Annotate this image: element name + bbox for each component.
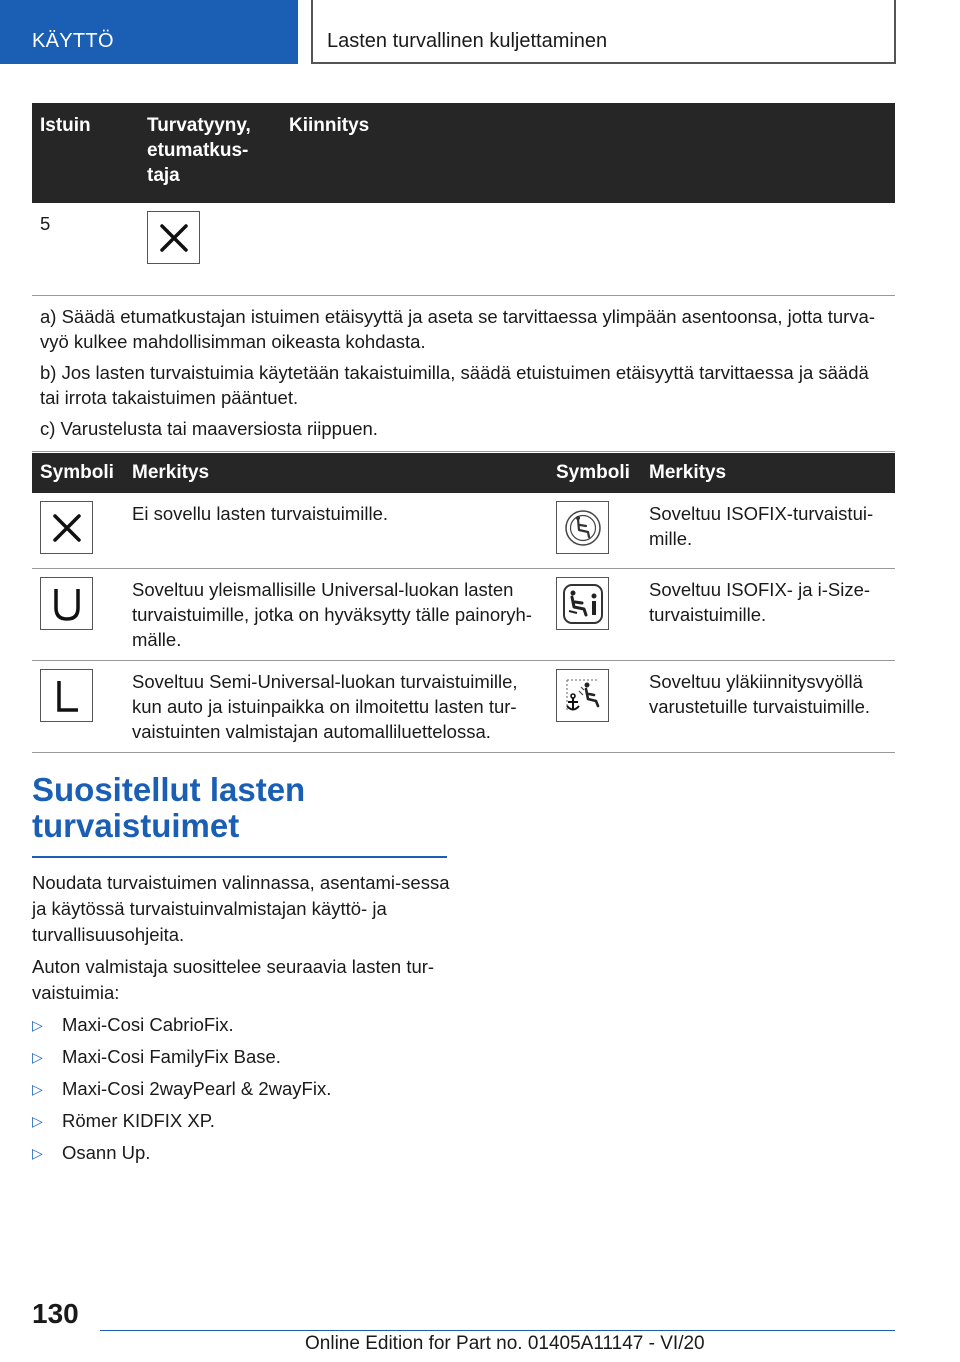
paragraph: Noudata turvaistuimen valinnassa, asentami-sessa ja käytössä turvaistuinvalmistajan käyttö- ja turvallisuusohjeita. <box>32 872 450 945</box>
note-b: b) Jos lasten turvaistuimia käytetään takaistuimilla, säädä etuistuimen etäisyyttä tarvittaessa ja säädä tai irrota takaistuimen pääntuet. <box>40 362 869 408</box>
bullet-triangle-icon: ▷ <box>32 1145 43 1161</box>
note-c: c) Varustelusta tai maaversiosta riippuen. <box>40 418 378 439</box>
bullet-triangle-icon: ▷ <box>32 1017 43 1033</box>
seat-table-header <box>32 103 895 203</box>
x-icon <box>40 501 93 554</box>
meaning-text: Soveltuu ISOFIX-turvaistui-mille. <box>641 493 895 569</box>
list-item: ▷ Römer KIDFIX XP. <box>32 1108 452 1134</box>
x-icon <box>147 211 200 264</box>
footer-edition: Online Edition for Part no. 01405A11147 - VI/20 <box>305 1333 705 1354</box>
list-item: ▷ Maxi-Cosi 2wayPearl & 2wayFix. <box>32 1076 452 1102</box>
header-mounting: Kiinnitys <box>281 103 895 203</box>
paragraph: Auton valmistaja suosittelee seuraavia lasten tur-vaistuimia: <box>32 956 435 1003</box>
list-item: ▷ Osann Up. <box>32 1140 452 1166</box>
bullet-triangle-icon: ▷ <box>32 1049 43 1065</box>
table-row <box>32 661 895 753</box>
u-letter-icon <box>40 577 93 630</box>
meaning-text: Soveltuu yläkiinnitysvyöllä varustetuille turvaistuimille. <box>641 661 895 753</box>
chapter-tab: KÄYTTÖ <box>0 0 298 64</box>
section-title: Suositellut lasten turvaistuimet <box>32 772 447 858</box>
bullet-triangle-icon: ▷ <box>32 1081 43 1097</box>
meaning-text: Soveltuu yleismallisille Universal-luokan lasten turvaistuimille, jotka on hyväksytty tälle painoryh-mälle. <box>124 569 548 661</box>
list-item: ▷ Maxi-Cosi CabrioFix. <box>32 1012 452 1038</box>
recommended-seats-list <box>32 1012 452 1166</box>
table-row <box>32 569 895 661</box>
header-seat: Istuin <box>32 103 139 203</box>
table-notes <box>32 296 895 452</box>
section-body <box>32 870 452 1172</box>
isofix-seat-icon <box>556 501 609 554</box>
header-meaning-1: Merkitys <box>124 453 548 493</box>
meaning-text: Soveltuu Semi-Universal-luokan turvaistuimille, kun auto ja istuinpaikka on ilmoitettu lasten tur-vaistuinten valmistajan automalliluettelossa. <box>124 661 548 753</box>
table-row <box>32 493 895 569</box>
header-symbol-1: Symboli <box>32 453 124 493</box>
meaning-text: Soveltuu ISOFIX- ja i-Size-turvaistuimille. <box>641 569 895 661</box>
header-symbol-2: Symboli <box>548 453 641 493</box>
footer-divider <box>100 1330 895 1331</box>
seat-table <box>32 103 895 452</box>
airbag-cell <box>139 203 281 296</box>
mounting-cell <box>281 203 895 296</box>
symbol-table-header <box>32 453 895 493</box>
meaning-text: Ei sovellu lasten turvaistuimille. <box>124 493 548 569</box>
header-meaning-2: Merkitys <box>641 453 895 493</box>
isize-seat-icon <box>556 577 609 630</box>
top-tether-icon <box>556 669 609 722</box>
seat-number: 5 <box>32 203 139 296</box>
page-number: 130 <box>32 1298 79 1329</box>
header-airbag: Turvatyyny, etumatkus-taja <box>139 103 281 203</box>
note-a: a) Säädä etumatkustajan istuimen etäisyyttä ja aseta se tarvittaessa ylimpään asentoonsa, jotta turva-vyö kulkee mahdollisimman oikeasta kohdasta. <box>40 306 876 352</box>
bullet-triangle-icon: ▷ <box>32 1113 43 1129</box>
list-item: ▷ Maxi-Cosi FamilyFix Base. <box>32 1044 452 1070</box>
notes-row <box>32 296 895 452</box>
symbol-table <box>32 453 895 753</box>
l-letter-icon <box>40 669 93 722</box>
table-row <box>32 203 895 296</box>
page-header-title: Lasten turvallinen kuljettaminen <box>311 0 896 64</box>
